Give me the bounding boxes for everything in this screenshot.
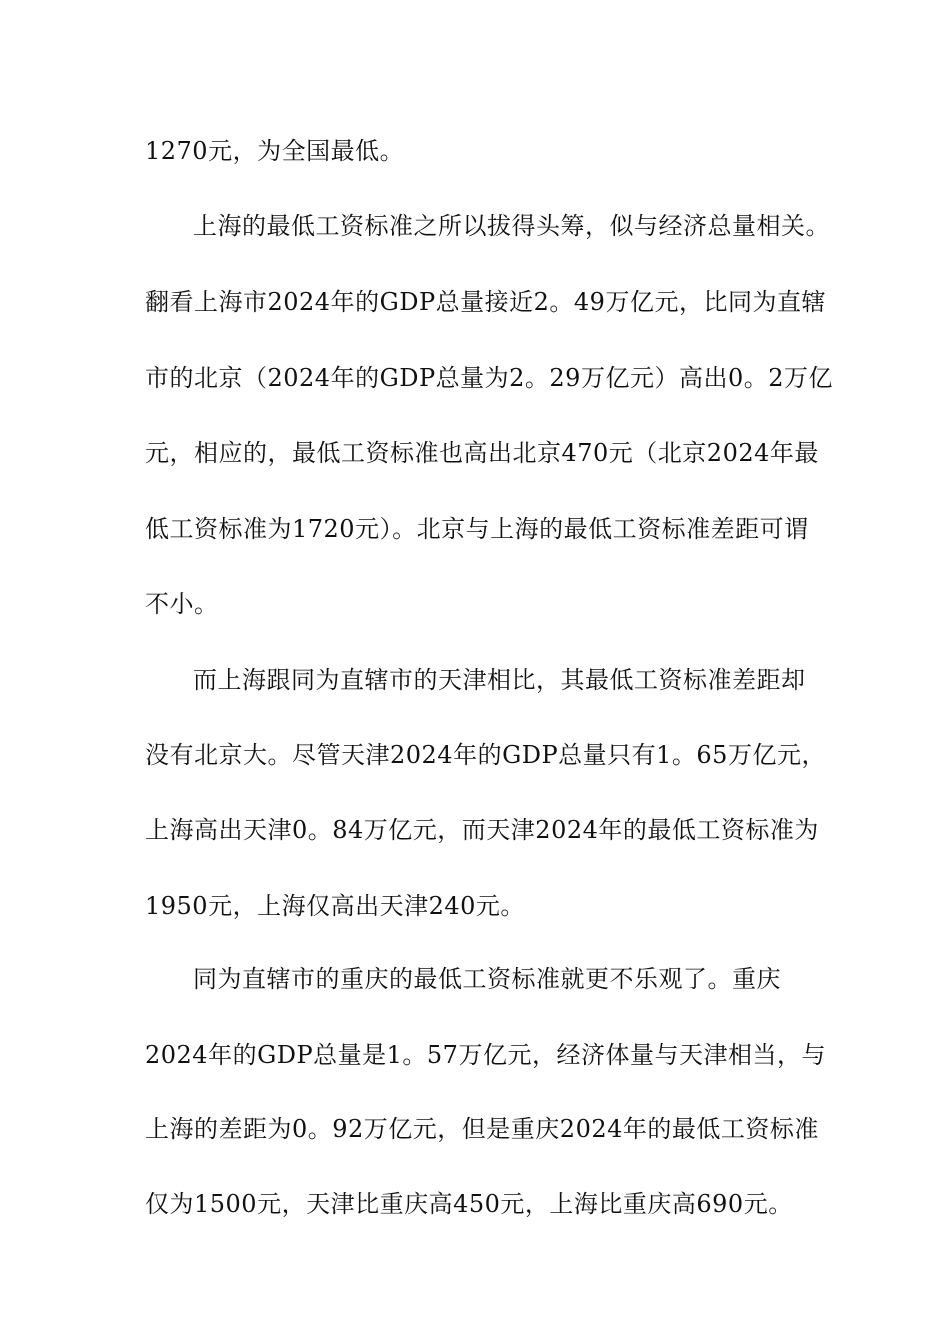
text-line: 元，相应的，最低工资标准也高出北京470元（北京2024年最 [145,439,819,467]
text-line: 上海高出天津0。84万亿元，而天津2024年的最低工资标准为 [145,816,819,844]
text-line: 低工资标准为1720元）。北京与上海的最低工资标准差距可谓 [145,515,809,543]
text-line: 1270元，为全国最低。 [145,137,405,165]
paragraph-first-line: 而上海跟同为直辖市的天津相比，其最低工资标准差距却 [193,666,806,694]
text-line: 2024年的GDP总量是1。57万亿元，经济体量与天津相当，与 [145,1041,826,1069]
paragraph-first-line: 同为直辖市的重庆的最低工资标准就更不乐观了。重庆 [193,965,781,993]
text-line: 不小。 [145,590,219,618]
paragraph-first-line: 上海的最低工资标准之所以拔得头筹，似与经济总量相关。 [193,212,830,240]
text-line: 仅为1500元，天津比重庆高450元，上海比重庆高690元。 [145,1190,793,1218]
text-line: 没有北京大。尽管天津2024年的GDP总量只有1。65万亿元， [145,741,826,769]
text-line: 1950元，上海仅高出天津240元。 [145,892,525,920]
text-line: 市的北京（2024年的GDP总量为2。29万亿元）高出0。2万亿 [145,364,833,392]
text-line: 翻看上海市2024年的GDP总量接近2。49万亿元，比同为直辖 [145,288,826,316]
text-line: 上海的差距为0。92万亿元，但是重庆2024年的最低工资标准 [145,1115,819,1143]
